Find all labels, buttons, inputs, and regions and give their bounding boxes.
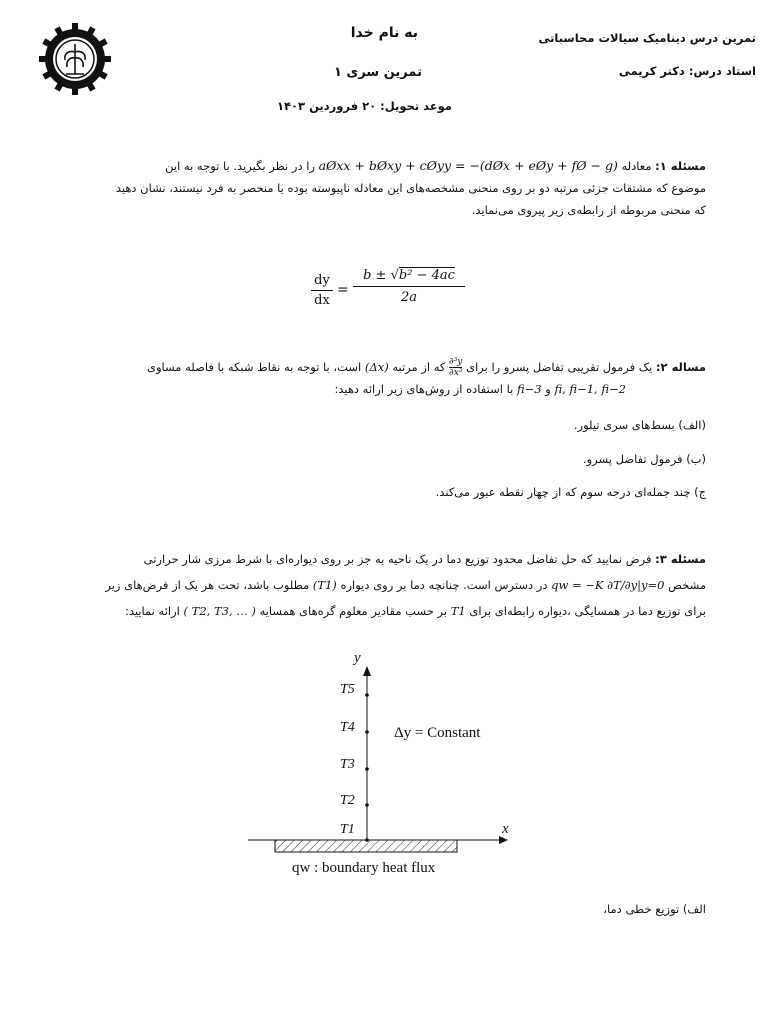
third-derivative xyxy=(449,357,462,378)
grid-diagram xyxy=(240,648,520,888)
y-axis-label: y xyxy=(354,650,361,666)
problem-3-line-1 xyxy=(70,546,706,572)
node-t4-dot xyxy=(365,730,369,734)
node-t4-label: T4 xyxy=(340,720,355,735)
boundary-figure xyxy=(240,648,520,888)
wall-hatch xyxy=(275,840,457,852)
t1-term: (T1) xyxy=(312,578,337,592)
university-logo xyxy=(38,22,112,96)
instructor-name: استاد درس: دکتر کریمی xyxy=(618,64,756,78)
grid-points: fi, fi−1, fi−2 xyxy=(554,382,626,396)
gear-seal-icon xyxy=(38,22,112,96)
problem-3-line-2 xyxy=(70,572,706,598)
course-title: تمرین درس دینامیک سیالات محاسباتی xyxy=(538,31,756,45)
problem-3-label: مسئله ۳: xyxy=(655,552,706,566)
node-t3-dot xyxy=(365,767,369,771)
formula-equals: = xyxy=(337,282,349,298)
heat-flux-equation: qw = −K ∂T/∂y|y=0 xyxy=(551,578,665,592)
problem-3-text-c: در دسترس است. چنانچه دما بر روی دیواره xyxy=(340,578,548,592)
problem-1-line-1 xyxy=(70,155,706,177)
formula-rhs-den: 2a xyxy=(400,290,418,305)
problem-2-item-c: ج) چند جمله‌ای درجه سوم که از چهار نقطه عبور می‌کند. xyxy=(435,485,706,499)
center-subtitle: تمرین سری ۱ xyxy=(333,65,422,80)
problem-2-text-c: است، با توجه به نقاط شبکه با فاصله مساوی xyxy=(146,360,362,374)
problem-2-text-a: یک فرمول تقریبی تفاضل پسرو را برای xyxy=(466,360,653,374)
center-title: به نام خدا xyxy=(350,25,418,41)
node-t5-dot xyxy=(365,693,369,697)
problem-2-text-b: که از مرتبه xyxy=(392,360,446,374)
neighbor-nodes: ( T2, T3, … ) xyxy=(183,604,256,618)
formula-rhs-num-pre: b ± xyxy=(363,268,387,283)
problem-3-text-f: بر حسب مقادیر معلوم گره‌های همسایه xyxy=(259,604,448,618)
problem-2-line-1 xyxy=(70,356,706,378)
problem-1-label: مسئله ۱: xyxy=(655,159,706,173)
formula-lhs-num: dy xyxy=(314,273,330,288)
problem-3-item-a: الف) توزیع خطی دما، xyxy=(603,902,706,916)
grid-point-last: fi−3 xyxy=(516,382,542,396)
order-term: (Δx) xyxy=(364,360,389,374)
problem-3 xyxy=(70,546,706,624)
formula-lhs-den: dx xyxy=(314,293,330,308)
problem-2-label: مساله ۲: xyxy=(655,360,706,374)
derivative-num: ∂³y xyxy=(449,357,463,367)
x-axis-label: x xyxy=(502,821,509,837)
problem-3-text-a: فرض نمایید که حل تفاضل محدود توزیع دما در یک ناحیه به جز بر روی دیواره‌ای با شرط مرزی شار حرارتی xyxy=(143,552,652,566)
problem-1-line-3: که منحنی مربوطه از رابطه‌ی زیر پیروی می‌نماید. xyxy=(471,203,706,217)
pde-equation: aØxx + bØxy + cØyy = −(dØx + eØy + fØ − g) xyxy=(318,158,618,173)
derivative-den: ∂x³ xyxy=(449,368,463,378)
node-t1-label: T1 xyxy=(340,822,355,837)
problem-2-line-2 xyxy=(70,378,706,400)
node-t2-label: T2 xyxy=(340,793,355,808)
t1-term-b: T1 xyxy=(450,604,466,618)
problem-1-text-a: معادله xyxy=(621,159,652,173)
y-arrow-icon xyxy=(363,666,371,676)
heat-flux-caption: qw : boundary heat flux xyxy=(292,860,436,876)
node-t5-label: T5 xyxy=(340,682,355,697)
deadline-text: موعد تحویل: ۲۰ فروردین ۱۴۰۳ xyxy=(277,99,452,113)
problem-3-text-d: مطلوب باشد، تحت هر یک از فرض‌های زیر xyxy=(105,578,310,592)
problem-3-text-b: مشخص xyxy=(668,578,706,592)
delta-y-annotation: Δy = Constant xyxy=(394,725,481,741)
problem-3-text-g: ارائه نمایید: xyxy=(124,604,180,618)
characteristic-formula: dy dx = b ± √b² − 4ac 2a xyxy=(305,268,475,318)
problem-1 xyxy=(70,155,706,221)
node-t3-label: T3 xyxy=(340,757,355,772)
problem-1-line-2: موضوع که مشتقات جزئی مرتبه دو بر روی منحنی مشخصه‌های این معادله ناپیوسته بوده یا منحصر به فرد نیستند، نشان دهید xyxy=(115,181,706,195)
node-t1-dot xyxy=(365,838,369,842)
problem-3-text-e: برای توزیع دما در همسایگی ،دیواره رابطه‌ای برای xyxy=(469,604,706,618)
problem-3-line-3 xyxy=(70,598,706,624)
and-word: و xyxy=(545,382,551,396)
problem-2-item-a: (الف) بسط‌های سری تیلور. xyxy=(573,418,706,432)
node-t2-dot xyxy=(365,803,369,807)
problem-1-text-b: را در نظر بگیرید. با توجه به این xyxy=(165,159,315,173)
problem-2 xyxy=(70,356,706,400)
problem-2-text-d: با استفاده از روش‌های زیر ارائه دهید: xyxy=(334,382,514,396)
problem-2-item-b: (ب) فرمول تفاضل پسرو. xyxy=(582,452,706,466)
formula-rhs-radicand: b² − 4ac xyxy=(398,268,455,283)
